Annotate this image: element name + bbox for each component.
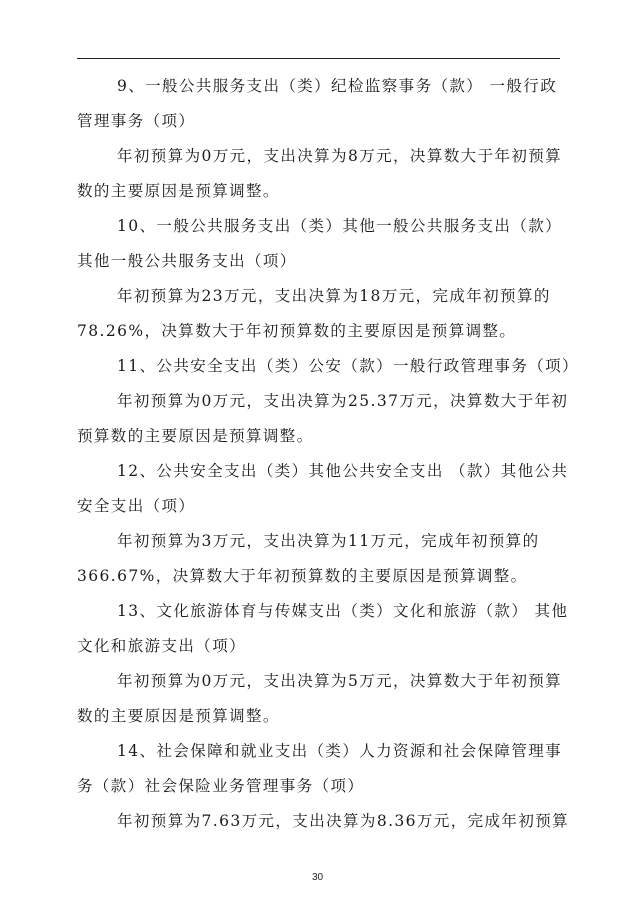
item-11-body-line-1: 年初预算为0万元，支出决算为25.37万元，决算数大于年初 [117, 392, 569, 410]
header-rule [77, 58, 560, 59]
item-14-heading-line-1: 14、社会保障和就业支出（类）人力资源和社会保障管理事 [117, 742, 563, 760]
item-10-heading-line-2: 其他一般公共服务支出（项） [77, 252, 297, 270]
item-13-heading-line-1: 13、文化旅游体育与传媒支出（类）文化和旅游（款） 其他 [117, 602, 569, 620]
item-9-body-line-2: 数的主要原因是预算调整。 [77, 182, 280, 200]
page-number: 30 [311, 872, 324, 883]
item-13-heading-line-2: 文化和旅游支出（项） [77, 637, 247, 655]
item-13-body-line-2: 数的主要原因是预算调整。 [77, 707, 280, 725]
item-14-heading-line-2: 务（款）社会保险业务管理事务（项） [77, 777, 365, 795]
item-10-heading-line-1: 10、一般公共服务支出（类）其他一般公共服务支出（款） [117, 217, 563, 235]
item-12-body-line-1: 年初预算为3万元，支出决算为11万元，完成年初预算的 [117, 532, 540, 550]
item-11-body-line-2: 预算数的主要原因是预算调整。 [77, 427, 314, 445]
item-12-heading-line-1: 12、公共安全支出（类）其他公共安全支出 （款）其他公共 [117, 462, 569, 480]
item-10-body-line-1: 年初预算为23万元，支出决算为18万元，完成年初预算的 [117, 287, 551, 305]
item-12-heading-line-2: 安全支出（项） [77, 497, 196, 515]
item-13-body-line-1: 年初预算为0万元，支出决算为5万元，决算数大于年初预算 [117, 672, 563, 690]
item-9-heading-line-1: 9、一般公共服务支出（类）纪检监察事务（款） 一般行政 [117, 77, 558, 95]
item-9-body-line-1: 年初预算为0万元，支出决算为8万元，决算数大于年初预算 [117, 147, 563, 165]
item-9-heading-line-2: 管理事务（项） [77, 112, 196, 130]
item-10-body-line-2: 78.26%，决算数大于年初预算数的主要原因是预算调整。 [77, 322, 517, 340]
item-12-body-line-2: 366.67%，决算数大于年初预算数的主要原因是预算调整。 [77, 567, 528, 585]
item-14-body-line-1: 年初预算为7.63万元，支出决算为8.36万元，完成年初预算 [117, 812, 570, 830]
item-11-heading-line-1: 11、公共安全支出（类）公安（款）一般行政管理事务（项） [117, 357, 579, 375]
